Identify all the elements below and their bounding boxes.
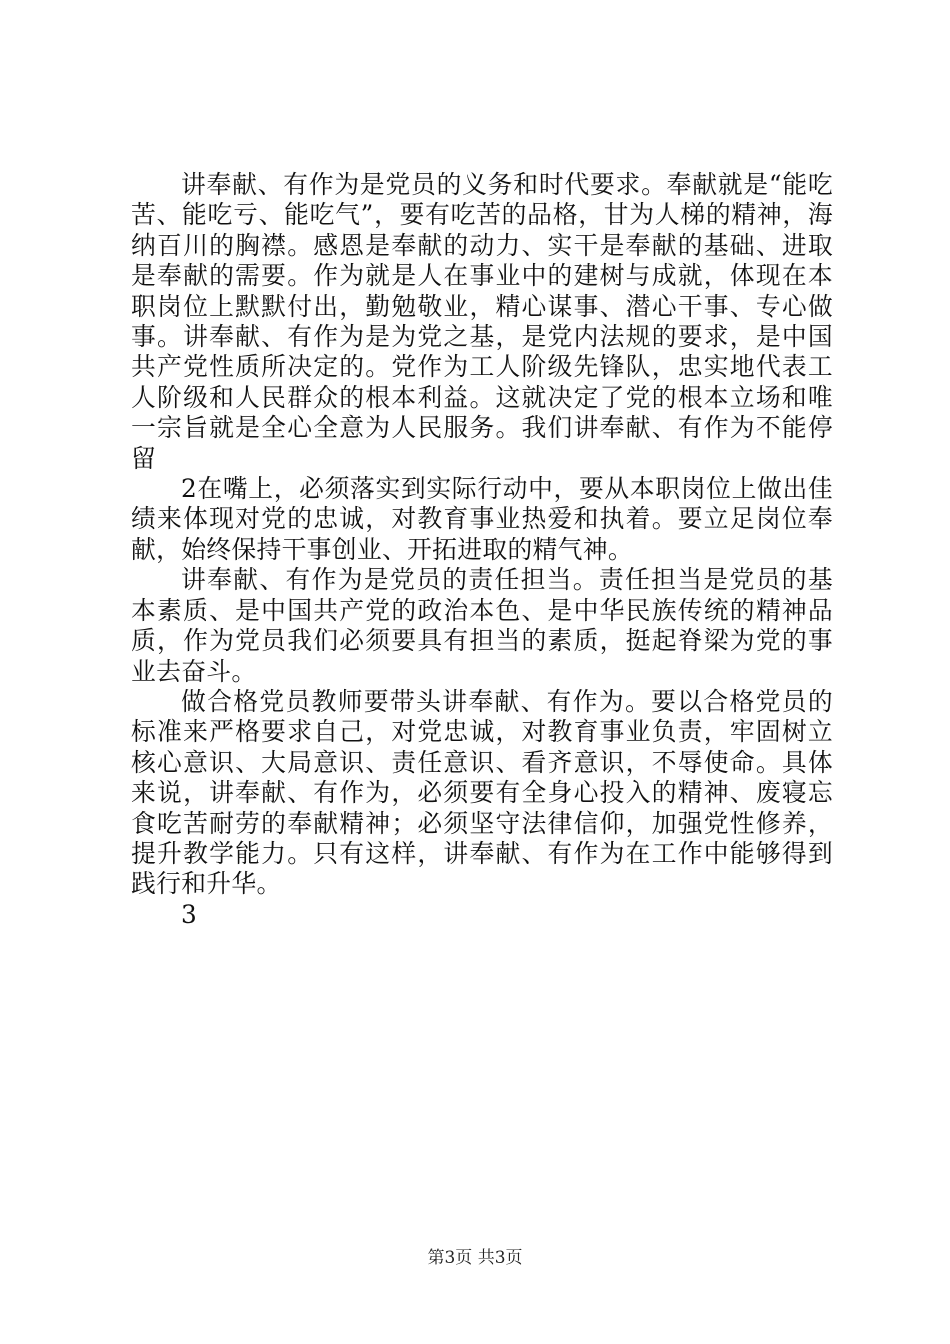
page-marker: 3: [181, 899, 198, 929]
paragraph-3: 讲奉献、有作为是党员的责任担当。责任担当是党员的基本素质、是中国共产党的政治本色、是中华民族传统的精神品质，作为党员我们必须要具有担当的素质，挺起脊梁为党的事业去奋斗。: [131, 565, 833, 686]
document-body: [131, 170, 833, 930]
paragraph-4: 做合格党员教师要带头讲奉献、有作为。要以合格党员的标准来严格要求自己，对党忠诚，对教育事业负责，牢固树立核心意识、大局意识、责任意识、看齐意识，不辱使命。具体来说，讲奉献、有作为，必须要有全身心投入的精神、废寝忘食吃苦耐劳的奉献精神；必须坚守法律信仰，加强党性修养，提升教学能力。只有这样，讲奉献、有作为在工作中能够得到践行和升华。: [131, 686, 833, 899]
paragraph-2: 2在嘴上，必须落实到实际行动中，要从本职岗位上做出佳绩来体现对党的忠诚，对教育事业热爱和执着。要立足岗位奉献，始终保持干事创业、开拓进取的精气神。: [131, 474, 833, 564]
page-footer: 第3页 共3页: [427, 1248, 523, 1268]
paragraph-1: 讲奉献、有作为是党员的义务和时代要求。奉献就是“能吃苦、能吃亏、能吃气”，要有吃苦的品格，甘为人梯的精神，海纳百川的胸襟。感恩是奉献的动力、实干是奉献的基础、进取是奉献的需要。作为就是人在事业中的建树与成就，体现在本职岗位上默默付出，勤勉敬业，精心谋事、潜心干事、专心做事。讲奉献、有作为是为党之基，是党内法规的要求，是中国共产党性质所决定的。党作为工人阶级先锋队，忠实地代表工人阶级和人民群众的根本利益。这就决定了党的根本立场和唯一宗旨就是全心全意为人民服务。我们讲奉献、有作为不能停留: [131, 170, 833, 473]
